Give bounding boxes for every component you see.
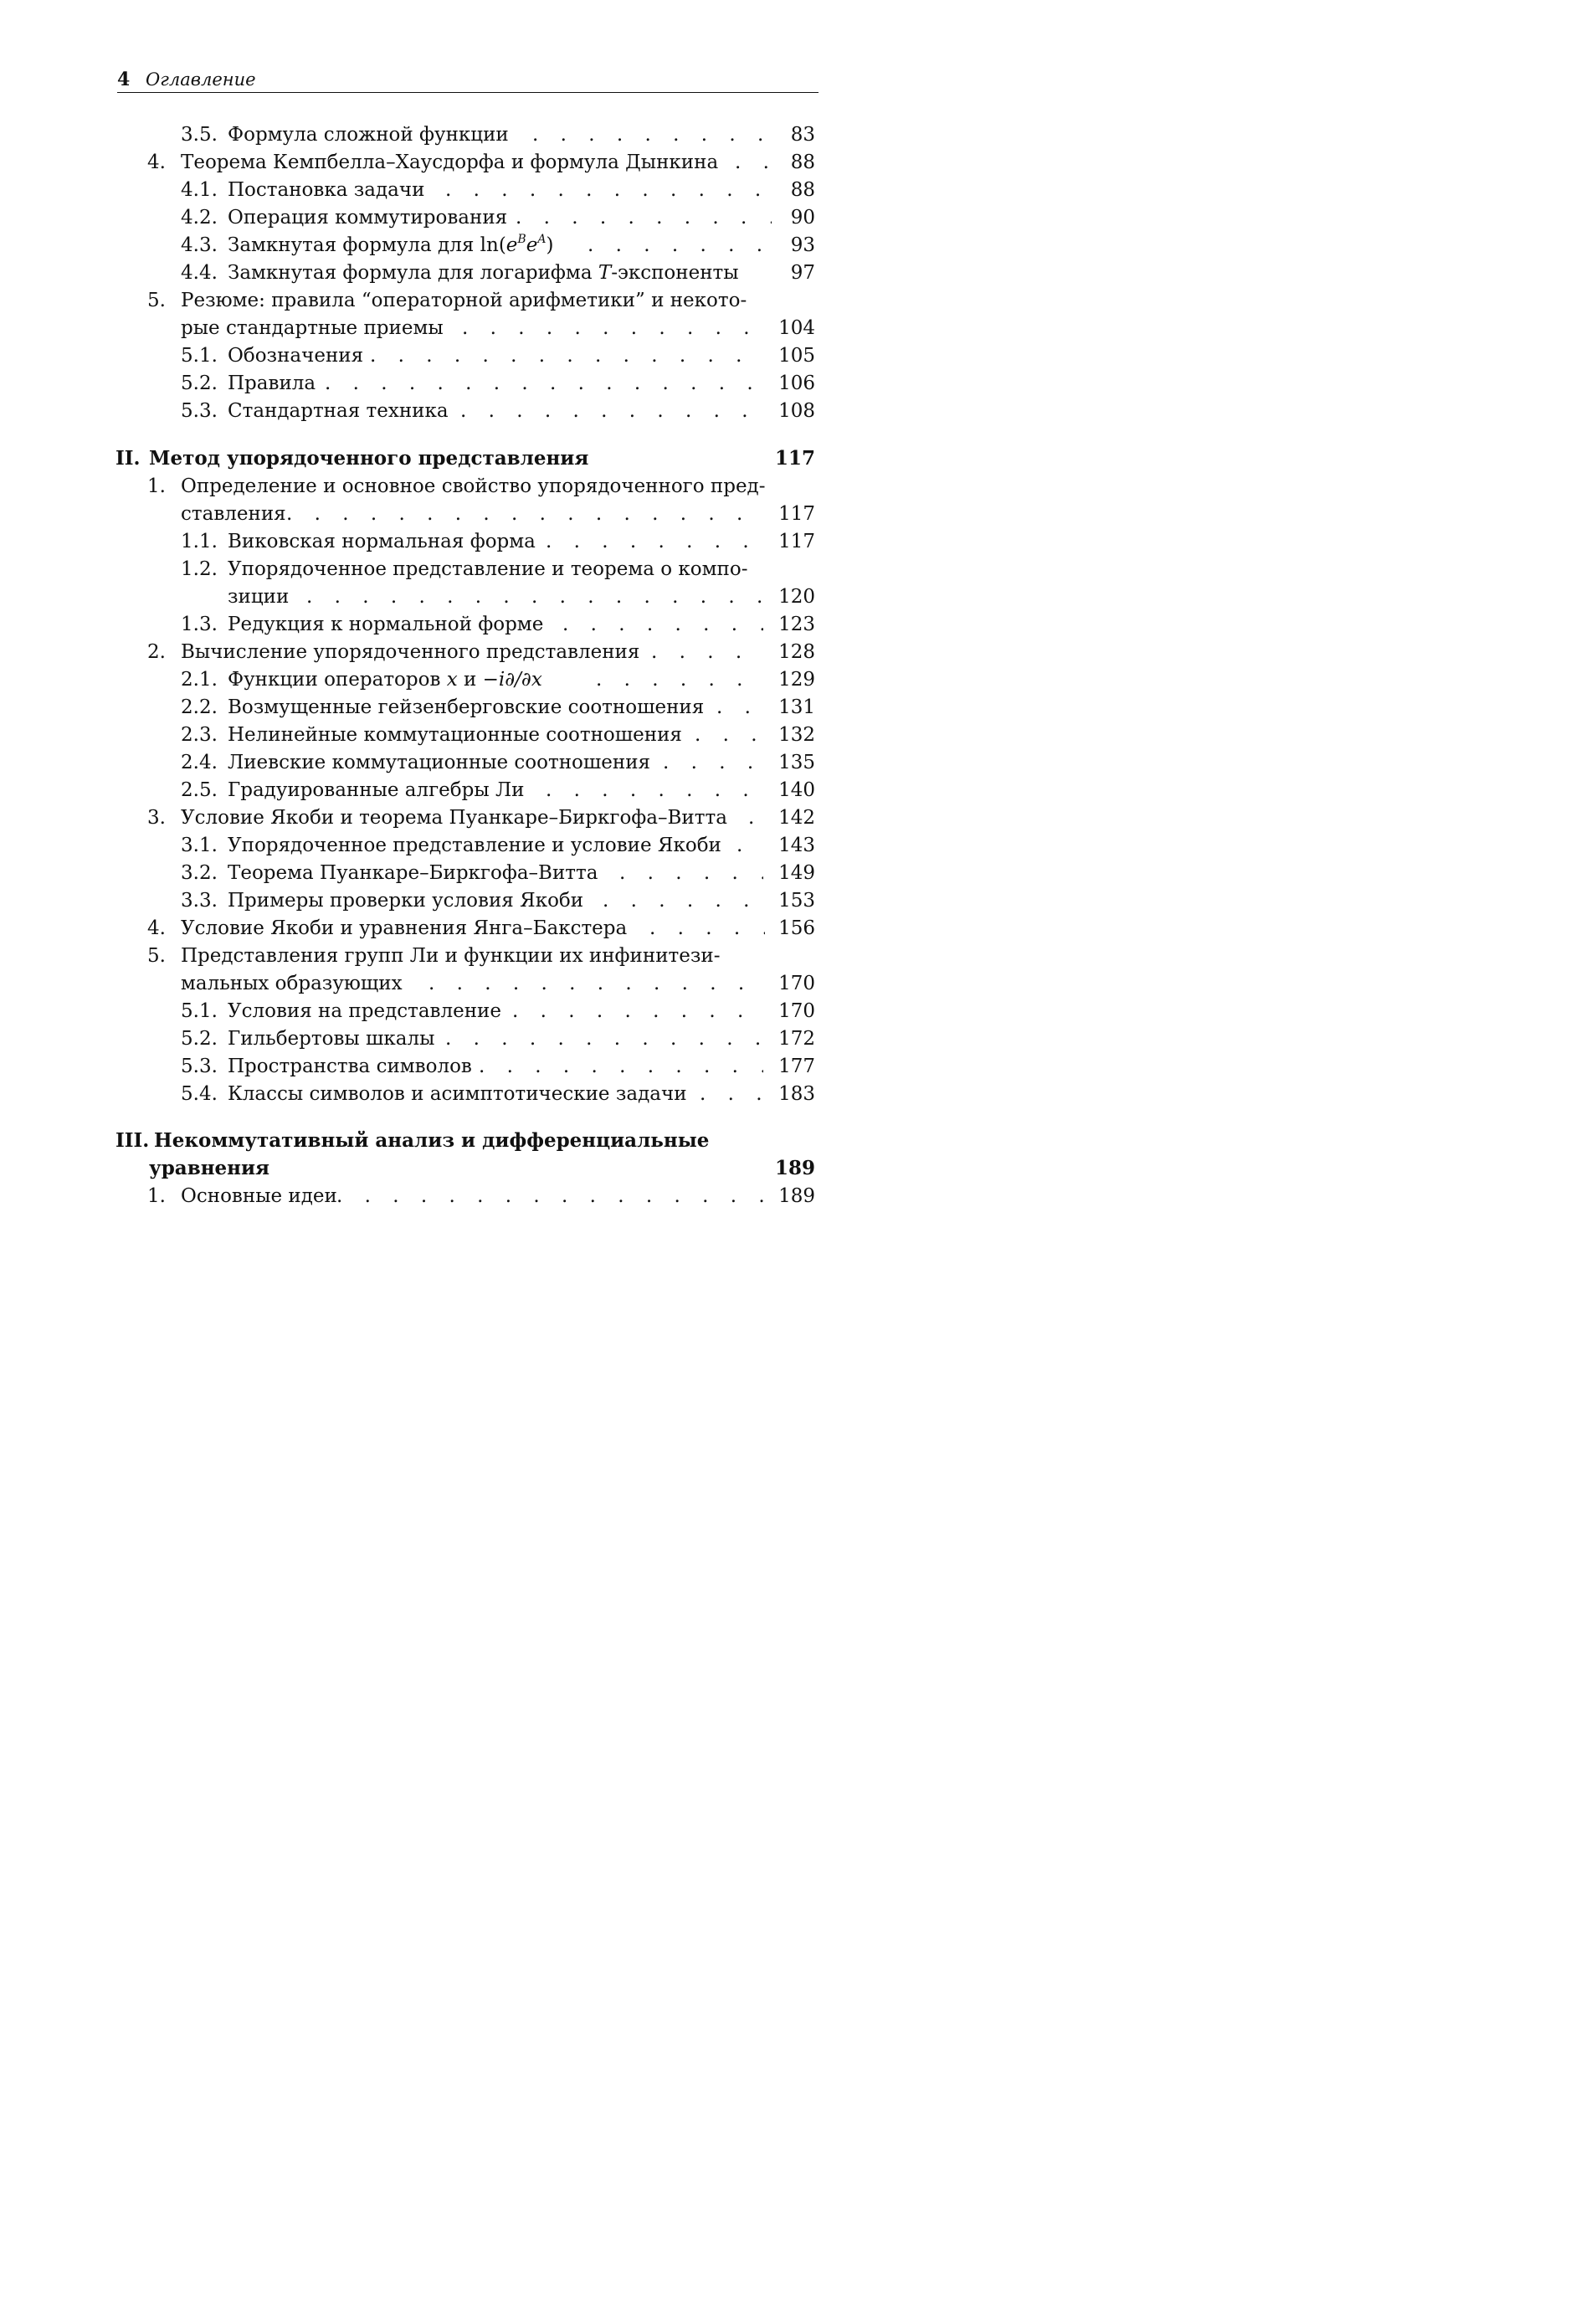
toc-entry-4-2[interactable]	[181, 203, 815, 232]
entry-title: Операция коммутирования	[228, 207, 508, 229]
entry-number: 5.1.	[181, 345, 218, 367]
toc-entry-5[interactable]	[147, 286, 815, 315]
toc-entry-5-1-b[interactable]	[181, 997, 815, 1025]
toc-entry-ii-3[interactable]	[147, 804, 815, 832]
entry-number: 2.4.	[181, 752, 218, 773]
title-prefix: Функции операторов	[228, 669, 447, 691]
entry-title: Теорема Кемпбелла–Хаусдорфа и формула Дынкина	[181, 152, 719, 173]
table-of-contents	[0, 0, 902, 1313]
title-suffix: -экспоненты	[611, 262, 739, 284]
dot-leader	[651, 638, 765, 666]
toc-entry-3-1[interactable]	[181, 831, 815, 860]
entry-number: 1.1.	[181, 531, 218, 552]
dot-leader	[596, 665, 763, 694]
toc-entry-5-cont[interactable]	[147, 314, 815, 342]
entry-page: 88	[790, 179, 815, 201]
entry-title: Формула сложной функции	[228, 124, 509, 146]
toc-entry-3-5[interactable]	[181, 121, 815, 149]
entry-number: 5.3.	[181, 400, 218, 422]
math-x: x	[446, 669, 458, 691]
entry-number: 2.1.	[181, 669, 218, 691]
entry-number: 5.1.	[181, 1000, 218, 1022]
toc-entry-ii-1-cont[interactable]	[147, 500, 815, 528]
math-e: e	[505, 234, 518, 256]
dot-leader	[588, 231, 772, 259]
dot-leader	[516, 203, 772, 232]
entry-page: 129	[778, 669, 815, 691]
entry-number: 3.	[147, 807, 166, 829]
dot-leader	[546, 776, 763, 804]
dot-leader	[546, 527, 763, 556]
chapter-number: III.	[115, 1129, 150, 1152]
entry-page: 83	[790, 124, 815, 146]
entry-title-line-2: ставления	[181, 503, 286, 525]
entry-number: 5.2.	[181, 1028, 218, 1050]
toc-entry-4-1[interactable]	[181, 176, 815, 204]
toc-entry-5-3-b[interactable]	[181, 1052, 815, 1081]
entry-page: 142	[778, 807, 815, 829]
entry-number: 3.5.	[181, 124, 218, 146]
math-derivative-operator: −i∂/∂x	[482, 669, 542, 691]
entry-number: 2.2.	[181, 696, 218, 718]
entry-title: Постановка задачи	[228, 179, 425, 201]
chapter-title-line-1: Некоммутативный анализ и дифференциальные	[154, 1129, 710, 1152]
entry-page: 156	[778, 917, 815, 939]
entry-page: 117	[778, 531, 815, 552]
chapter-number: II.	[115, 447, 141, 470]
toc-entry-ii-5[interactable]	[147, 942, 815, 970]
toc-entry-iii-1[interactable]	[147, 1182, 815, 1210]
entry-page: 140	[778, 779, 815, 801]
entry-title-line-1: Определение и основное свойство упорядоченного пред-	[181, 475, 766, 497]
entry-number: 1.2.	[181, 558, 218, 580]
dot-leader	[748, 804, 765, 832]
toc-entry-1-3[interactable]	[181, 610, 815, 639]
dot-leader	[695, 721, 763, 749]
entry-number: 5.	[147, 290, 166, 311]
entry-number: 1.	[147, 475, 166, 497]
entry-number: 5.2.	[181, 372, 218, 394]
math-sup-a: A	[537, 233, 547, 246]
toc-chapter-3-cont[interactable]	[115, 1154, 815, 1183]
entry-page: 104	[778, 317, 815, 339]
dot-leader	[445, 176, 772, 204]
entry-title: Классы символов и асимптотические задачи	[228, 1083, 687, 1105]
chapter-page: 117	[774, 447, 815, 470]
toc-entry-2-2[interactable]	[181, 693, 815, 722]
entry-title: Условия на представление	[228, 1000, 501, 1022]
entry-page: 128	[778, 641, 815, 663]
entry-number: 4.1.	[181, 179, 218, 201]
toc-entry-5-1[interactable]	[181, 342, 815, 370]
entry-page: 106	[778, 372, 815, 394]
entry-title-line-1: Упорядоченное представление и теорема о компо-	[228, 558, 748, 580]
entry-number: 2.3.	[181, 724, 218, 746]
entry-page: 189	[778, 1185, 815, 1207]
entry-page: 120	[778, 586, 815, 608]
toc-entry-5-2-b[interactable]	[181, 1025, 815, 1053]
entry-title	[228, 259, 739, 287]
entry-page: 123	[778, 614, 815, 635]
dot-leader	[429, 969, 765, 998]
entry-title-line-2: зиции	[228, 586, 290, 608]
dot-leader	[663, 748, 763, 777]
entry-page: 88	[790, 152, 815, 173]
dot-leader	[370, 342, 763, 370]
entry-number: 1.	[147, 1185, 166, 1207]
dot-leader	[735, 148, 772, 177]
entry-title: Условие Якоби и уравнения Янга–Бакстера	[181, 917, 628, 939]
math-sup-b: B	[517, 233, 526, 246]
title-mid: и	[457, 669, 483, 691]
entry-page: 149	[778, 862, 815, 884]
entry-title: Теорема Пуанкаре–Биркгофа–Витта	[228, 862, 598, 884]
dot-leader	[286, 500, 765, 528]
entry-page: 170	[778, 1000, 815, 1022]
toc-entry-5-2[interactable]	[181, 369, 815, 398]
entry-number: 5.	[147, 945, 166, 967]
entry-title: Основные идеи	[181, 1185, 337, 1207]
entry-title-line-2: рые стандартные приемы	[181, 317, 444, 339]
entry-page: 108	[778, 400, 815, 422]
dot-leader	[462, 314, 765, 342]
toc-entry-5-4-b[interactable]	[181, 1080, 815, 1108]
entry-title-line-1: Представления групп Ли и функции их инфинитези-	[181, 945, 721, 967]
dot-leader	[512, 997, 763, 1025]
dot-leader	[649, 914, 765, 943]
entry-page: 97	[790, 262, 815, 284]
entry-title: Виковская нормальная форма	[228, 531, 536, 552]
entry-page: 170	[778, 973, 815, 994]
entry-title: Гильбертовы шкалы	[228, 1028, 435, 1050]
entry-title: Нелинейные коммутационные соотношения	[228, 724, 682, 746]
entry-number: 3.1.	[181, 835, 218, 856]
entry-number: 5.3.	[181, 1056, 218, 1077]
dot-leader	[700, 1080, 763, 1108]
dot-leader	[306, 583, 763, 611]
title-prefix: Замкнутая формула для логарифма	[228, 262, 598, 284]
entry-page: 135	[778, 752, 815, 773]
dot-leader	[619, 859, 763, 887]
entry-page: 143	[778, 835, 815, 856]
dot-leader	[532, 121, 772, 149]
dot-leader	[562, 610, 763, 639]
toc-entry-1-1[interactable]	[181, 527, 815, 556]
chapter-page: 189	[774, 1157, 815, 1179]
entry-page: 172	[778, 1028, 815, 1050]
entry-title: Упорядоченное представление и условие Якоби	[228, 835, 721, 856]
toc-entry-4-4[interactable]	[181, 259, 815, 287]
toc-entry-4-3[interactable]	[181, 231, 815, 259]
toc-chapter-3[interactable]	[115, 1127, 815, 1155]
entry-number: 4.2.	[181, 207, 218, 229]
entry-title: Обозначения	[228, 345, 364, 367]
toc-chapter-2[interactable]	[115, 444, 815, 473]
entry-title: Градуированные алгебры Ли	[228, 779, 525, 801]
entry-number: 3.2.	[181, 862, 218, 884]
chapter-title-line-2: уравнения	[149, 1157, 270, 1179]
toc-entry-2-1[interactable]	[181, 665, 815, 694]
math-e: e	[526, 234, 538, 256]
title-prefix: Замкнутая формула для ln(	[228, 234, 506, 256]
entry-title	[228, 665, 542, 694]
entry-page: 117	[778, 503, 815, 525]
entry-page: 131	[778, 696, 815, 718]
entry-title: Возмущенные гейзенберговские соотношения	[228, 696, 705, 718]
entry-number: 4.4.	[181, 262, 218, 284]
entry-number: 5.4.	[181, 1083, 218, 1105]
entry-title: Редукция к нормальной форме	[228, 614, 544, 635]
entry-page: 93	[790, 234, 815, 256]
toc-entry-2-5[interactable]	[181, 776, 815, 804]
entry-title: Пространства символов	[228, 1056, 472, 1077]
entry-title-line-2: мальных образующих	[181, 973, 403, 994]
dot-leader	[736, 831, 763, 860]
entry-title: Правила	[228, 372, 316, 394]
toc-entry-3-3[interactable]	[181, 886, 815, 915]
dot-leader	[603, 886, 763, 915]
entry-page: 153	[778, 890, 815, 912]
math-t: T	[598, 262, 612, 284]
entry-page: 183	[778, 1083, 815, 1105]
toc-entry-1-2-cont[interactable]	[181, 583, 815, 611]
toc-entry-3-2[interactable]	[181, 859, 815, 887]
entry-title-line-1: Резюме: правила “операторной арифметики” и некото-	[181, 290, 747, 311]
entry-title: Вычисление упорядоченного представления	[181, 641, 640, 663]
entry-number: 4.	[147, 917, 166, 939]
entry-title: Условие Якоби и теорема Пуанкаре–Биркгофа–Витта	[181, 807, 727, 829]
toc-entry-1-2[interactable]	[181, 555, 815, 583]
dot-leader	[445, 1025, 763, 1053]
entry-page: 132	[778, 724, 815, 746]
dot-leader	[479, 1052, 763, 1081]
title-suffix: )	[546, 234, 554, 256]
entry-page: 105	[778, 345, 815, 367]
entry-page: 90	[790, 207, 815, 229]
entry-number: 2.	[147, 641, 166, 663]
dot-leader	[325, 369, 763, 398]
toc-entry-ii-2[interactable]	[147, 638, 815, 666]
chapter-title: Метод упорядоченного представления	[149, 447, 589, 470]
entry-title: Лиевские коммутационные соотношения	[228, 752, 651, 773]
toc-entry-ii-4[interactable]	[147, 914, 815, 943]
entry-number: 4.3.	[181, 234, 218, 256]
toc-entry-ii-1[interactable]	[147, 472, 815, 501]
dot-leader	[716, 693, 763, 722]
toc-entry-2-3[interactable]	[181, 721, 815, 749]
entry-title: Стандартная техника	[228, 400, 449, 422]
toc-entry-ii-5-cont[interactable]	[147, 969, 815, 998]
entry-page: 177	[778, 1056, 815, 1077]
running-title: Оглавление	[146, 69, 256, 90]
toc-entry-4[interactable]	[147, 148, 815, 177]
entry-title: Примеры проверки условия Якоби	[228, 890, 584, 912]
toc-entry-2-4[interactable]	[181, 748, 815, 777]
entry-number: 2.5.	[181, 779, 218, 801]
dot-leader	[336, 1182, 765, 1210]
entry-number: 1.3.	[181, 614, 218, 635]
page-number: 4	[117, 69, 131, 90]
entry-title	[228, 231, 553, 259]
entry-number: 4.	[147, 152, 166, 173]
dot-leader	[460, 397, 763, 425]
entry-number: 3.3.	[181, 890, 218, 912]
toc-entry-5-3[interactable]	[181, 397, 815, 425]
